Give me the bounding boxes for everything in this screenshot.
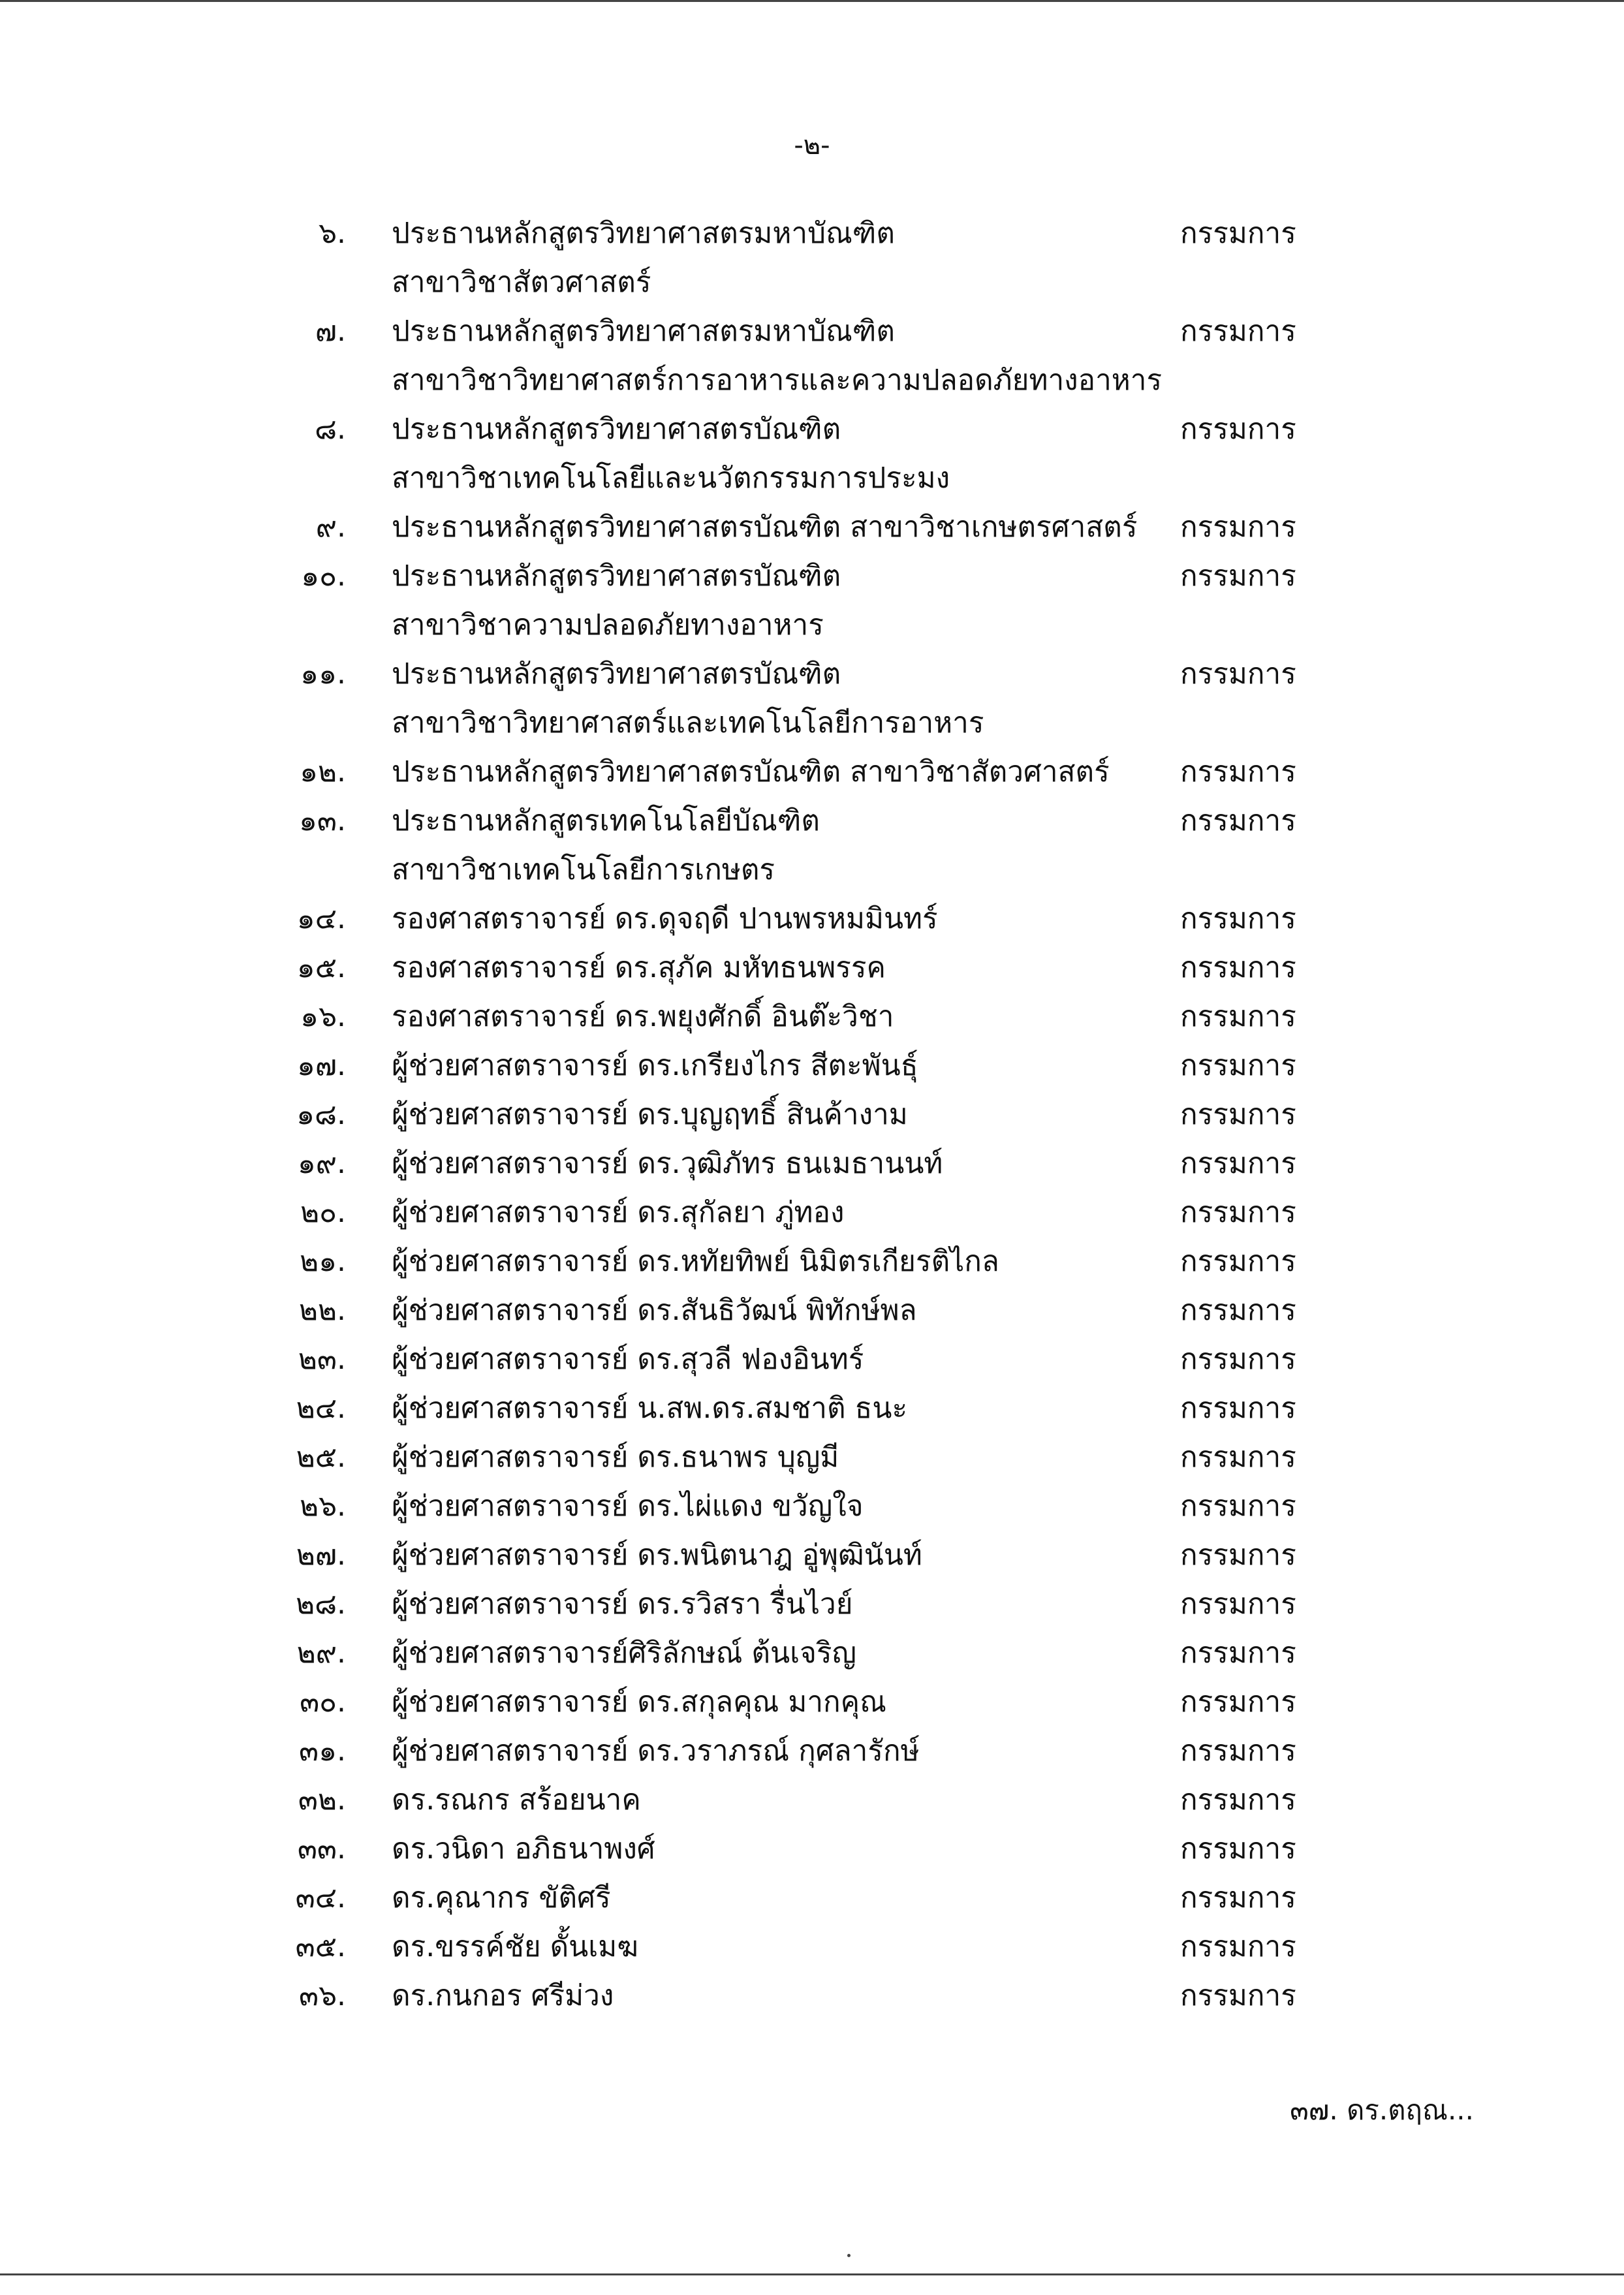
item-title: ประธานหลักสูตรวิทยาศาสตรบัณฑิต xyxy=(392,413,841,446)
committee-item xyxy=(0,1922,1624,1971)
item-number: ๒๘. xyxy=(296,1587,346,1621)
item-title: ผู้ช่วยศาสตราจารย์ ดร.ธนาพร บุญมี xyxy=(392,1441,839,1474)
item-title: ดร.กนกอร ศรีม่วง xyxy=(392,1979,614,2012)
committee-item xyxy=(0,1286,1624,1335)
committee-item xyxy=(0,1726,1624,1775)
item-number: ๒๗. xyxy=(296,1538,346,1572)
item-title: ผู้ช่วยศาสตราจารย์ ดร.หทัยทิพย์ นิมิตรเกียรติไกล xyxy=(392,1245,999,1278)
committee-item xyxy=(0,1629,1624,1678)
item-title: ผู้ช่วยศาสตราจารย์ ดร.สกุลคุณ มากคุณ xyxy=(392,1685,886,1719)
item-number: ๑๑. xyxy=(300,657,346,691)
item-number: ๒๕. xyxy=(296,1441,346,1474)
committee-item xyxy=(0,552,1624,649)
item-role: กรรมการ xyxy=(1180,1930,1296,1963)
committee-item xyxy=(0,1824,1624,1873)
item-role: กรรมการ xyxy=(1180,510,1296,544)
item-number: ๙. xyxy=(315,510,346,544)
item-role: กรรมการ xyxy=(1180,1294,1296,1327)
committee-item xyxy=(0,1482,1624,1531)
item-number: ๑๗. xyxy=(296,1049,346,1082)
committee-item xyxy=(0,1873,1624,1922)
item-title: รองศาสตราจารย์ ดร.สุภัค มหัทธนพรรค xyxy=(392,951,886,984)
item-number: ๓๔. xyxy=(295,1881,346,1914)
item-number: ๓๕. xyxy=(295,1930,346,1963)
item-title: ประธานหลักสูตรวิทยาศาสตรบัณฑิต xyxy=(392,657,841,691)
committee-item xyxy=(0,405,1624,503)
item-title: ดร.รณกร สร้อยนาค xyxy=(392,1783,641,1817)
item-title: ผู้ช่วยศาสตราจารย์ศิริลักษณ์ ต้นเจริญ xyxy=(392,1636,857,1670)
item-role: กรรมการ xyxy=(1180,1636,1296,1670)
item-title: ผู้ช่วยศาสตราจารย์ ดร.ไผ่แดง ขวัญใจ xyxy=(392,1490,864,1523)
item-role: กรรมการ xyxy=(1180,1587,1296,1621)
item-title: ประธานหลักสูตรวิทยาศาสตรมหาบัณฑิต xyxy=(392,217,895,250)
item-number: ๒๒. xyxy=(299,1294,346,1327)
item-role: กรรมการ xyxy=(1180,657,1296,691)
committee-item xyxy=(0,1580,1624,1629)
committee-item xyxy=(0,1335,1624,1384)
committee-item xyxy=(0,649,1624,747)
committee-item xyxy=(0,992,1624,1041)
item-title: ประธานหลักสูตรวิทยาศาสตรบัณฑิต สาขาวิชาเกษตรศาสตร์ xyxy=(392,510,1138,544)
item-number: ๒๔. xyxy=(296,1392,346,1425)
item-title: ผู้ช่วยศาสตราจารย์ ดร.เกรียงไกร สีตะพันธุ์ xyxy=(392,1049,918,1082)
item-subtitle: สาขาวิชาวิทยาศาสตร์การอาหารและความปลอดภัยทางอาหาร xyxy=(392,364,1163,397)
item-role: กรรมการ xyxy=(1180,1098,1296,1131)
item-subtitle: สาขาวิชาสัตวศาสตร์ xyxy=(392,266,651,299)
committee-item xyxy=(0,1139,1624,1188)
item-title: ผู้ช่วยศาสตราจารย์ ดร.วราภรณ์ กุศลารักษ์ xyxy=(392,1734,920,1768)
item-role: กรรมการ xyxy=(1180,755,1296,788)
item-number: ๑๐. xyxy=(301,559,346,593)
item-role: กรรมการ xyxy=(1180,1441,1296,1474)
item-role: กรรมการ xyxy=(1180,951,1296,984)
committee-item xyxy=(0,1775,1624,1824)
item-role: กรรมการ xyxy=(1180,1685,1296,1719)
item-number: ๑๒. xyxy=(300,755,346,788)
committee-item xyxy=(0,1384,1624,1433)
committee-item xyxy=(0,894,1624,943)
item-title: ประธานหลักสูตรวิทยาศาสตรบัณฑิต สาขาวิชาสัตวศาสตร์ xyxy=(392,755,1110,788)
item-role: กรรมการ xyxy=(1180,1490,1296,1523)
committee-item xyxy=(0,1433,1624,1482)
item-subtitle: สาขาวิชาวิทยาศาสตร์และเทคโนโลยีการอาหาร xyxy=(392,706,984,740)
item-role: กรรมการ xyxy=(1180,1196,1296,1229)
item-title: ผู้ช่วยศาสตราจารย์ ดร.บุญฤทธิ์ สินค้างาม xyxy=(392,1098,908,1131)
item-role: กรรมการ xyxy=(1180,315,1296,348)
item-title: ผู้ช่วยศาสตราจารย์ ดร.วุฒิภัทร ธนเมธานนท์ xyxy=(392,1147,943,1180)
item-role: กรรมการ xyxy=(1180,217,1296,250)
item-role: กรรมการ xyxy=(1180,1000,1296,1033)
item-role: กรรมการ xyxy=(1180,1147,1296,1180)
item-title: ประธานหลักสูตรวิทยาศาสตรบัณฑิต xyxy=(392,559,841,593)
committee-item xyxy=(0,943,1624,992)
committee-item xyxy=(0,747,1624,796)
continuation-note: ๓๗. ดร.ตฤณ... xyxy=(1290,2094,1474,2126)
item-title: รองศาสตราจารย์ ดร.พยุงศักดิ์ อินต๊ะวิชา xyxy=(392,1000,894,1033)
item-title: ผู้ช่วยศาสตราจารย์ ดร.สุวลี ฟองอินทร์ xyxy=(392,1343,864,1376)
item-title: ผู้ช่วยศาสตราจารย์ ดร.สันธิวัฒน์ พิทักษ์พล xyxy=(392,1294,917,1327)
item-number: ๑๕. xyxy=(296,951,346,984)
item-title: ประธานหลักสูตรเทคโนโลยีบัณฑิต xyxy=(392,804,820,837)
item-title: ดร.วนิดา อภิธนาพงศ์ xyxy=(392,1832,655,1866)
committee-item xyxy=(0,209,1624,307)
item-role: กรรมการ xyxy=(1180,1783,1296,1817)
item-role: กรรมการ xyxy=(1180,1245,1296,1278)
item-role: กรรมการ xyxy=(1180,902,1296,935)
top-border-line xyxy=(0,0,1624,2)
item-role: กรรมการ xyxy=(1180,1049,1296,1082)
committee-item xyxy=(0,1237,1624,1286)
item-title: ผู้ช่วยศาสตราจารย์ น.สพ.ดร.สมชาติ ธนะ xyxy=(392,1392,908,1425)
item-role: กรรมการ xyxy=(1180,804,1296,837)
item-title: รองศาสตราจารย์ ดร.ดุจฤดี ปานพรหมมินทร์ xyxy=(392,902,938,935)
item-number: ๑๙. xyxy=(297,1147,346,1180)
page-number: -๒- xyxy=(794,131,830,161)
item-number: ๓๐. xyxy=(300,1685,346,1719)
committee-item xyxy=(0,1971,1624,2020)
item-number: ๖. xyxy=(319,217,346,250)
item-number: ๒๖. xyxy=(300,1490,346,1523)
item-role: กรรมการ xyxy=(1180,413,1296,446)
item-title: ดร.คุณากร ขัติศรี xyxy=(392,1881,611,1914)
scan-dot xyxy=(847,2254,851,2257)
item-role: กรรมการ xyxy=(1180,1832,1296,1866)
item-number: ๓๑. xyxy=(299,1734,346,1768)
item-number: ๒๑. xyxy=(300,1245,346,1278)
committee-item xyxy=(0,1041,1624,1090)
item-subtitle: สาขาวิชาเทคโนโลยีและนวัตกรรมการประมง xyxy=(392,461,950,495)
item-number: ๒๓. xyxy=(298,1343,346,1376)
item-role: กรรมการ xyxy=(1180,1343,1296,1376)
item-role: กรรมการ xyxy=(1180,1392,1296,1425)
item-role: กรรมการ xyxy=(1180,1979,1296,2012)
item-role: กรรมการ xyxy=(1180,1734,1296,1768)
committee-item xyxy=(0,1188,1624,1237)
item-title: ประธานหลักสูตรวิทยาศาสตรมหาบัณฑิต xyxy=(392,315,895,348)
item-number: ๓๒. xyxy=(298,1783,346,1817)
committee-item xyxy=(0,1090,1624,1139)
item-number: ๓๖. xyxy=(299,1979,346,2012)
item-number: ๓๓. xyxy=(297,1832,346,1866)
item-title: ดร.ขรรค์ชัย ดั้นเมฆ xyxy=(392,1930,638,1963)
item-role: กรรมการ xyxy=(1180,1881,1296,1914)
item-number: ๗. xyxy=(315,315,346,348)
item-title: ผู้ช่วยศาสตราจารย์ ดร.รวิสรา รื่นไวย์ xyxy=(392,1587,853,1621)
committee-item xyxy=(0,1531,1624,1580)
bottom-border-line xyxy=(0,2273,1624,2275)
item-number: ๒๐. xyxy=(300,1196,346,1229)
committee-item xyxy=(0,1678,1624,1726)
committee-item xyxy=(0,796,1624,894)
item-subtitle: สาขาวิชาเทคโนโลยีการเกษตร xyxy=(392,853,775,886)
item-role: กรรมการ xyxy=(1180,1538,1296,1572)
item-subtitle: สาขาวิชาความปลอดภัยทางอาหาร xyxy=(392,608,824,642)
item-number: ๑๖. xyxy=(300,1000,346,1033)
committee-item xyxy=(0,307,1624,405)
item-title: ผู้ช่วยศาสตราจารย์ ดร.พนิตนาฎ อู่พุฒินันท์ xyxy=(392,1538,922,1572)
item-number: ๑๓. xyxy=(299,804,346,837)
item-title: ผู้ช่วยศาสตราจารย์ ดร.สุกัลยา ภู่ทอง xyxy=(392,1196,845,1229)
item-number: ๒๙. xyxy=(296,1636,346,1670)
committee-item xyxy=(0,503,1624,552)
item-number: ๑๔. xyxy=(296,902,346,935)
item-number: ๑๘. xyxy=(296,1098,346,1131)
item-role: กรรมการ xyxy=(1180,559,1296,593)
item-number: ๘. xyxy=(315,413,346,446)
